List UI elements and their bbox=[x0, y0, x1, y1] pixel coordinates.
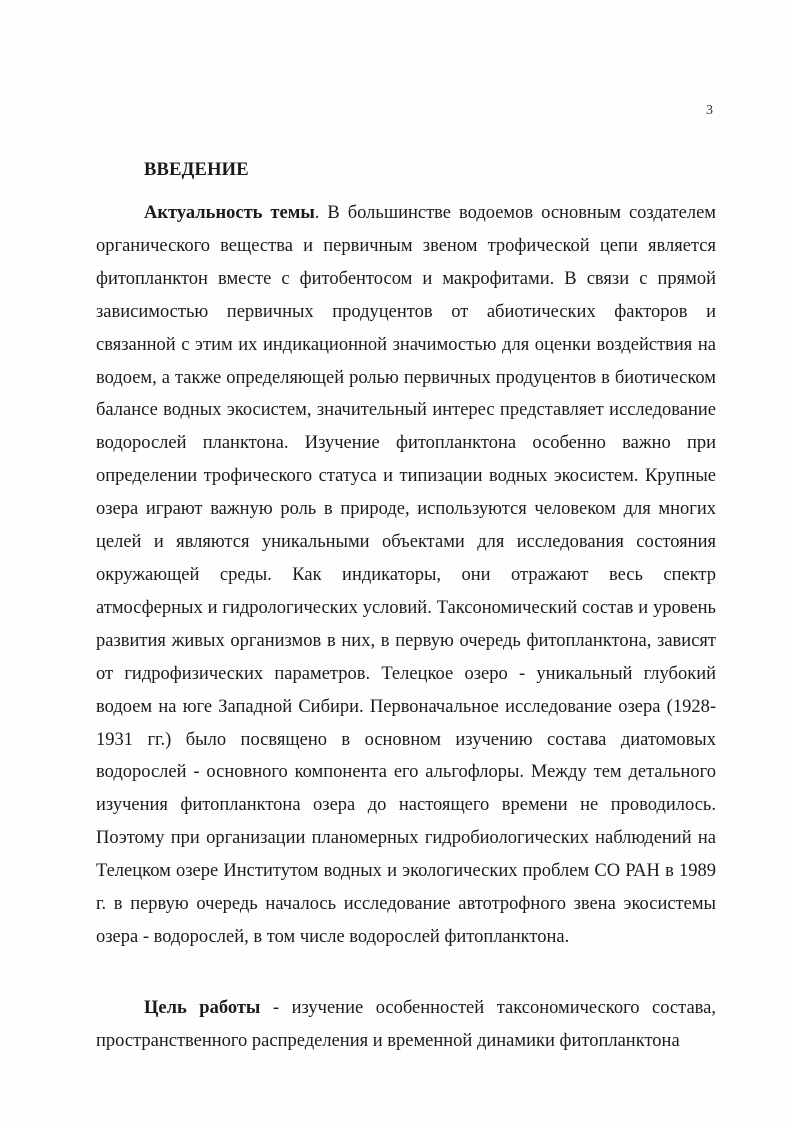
section-heading: ВВЕДЕНИЕ bbox=[144, 160, 249, 180]
paragraph-body-goal: - изучение особенностей таксономического состава, пространственного распределения и временной динамики фитопланктона bbox=[96, 998, 716, 1051]
paragraph-body-relevance: . В большинстве водоемов основным создателем органического вещества и первичным звеном трофической цепи является фитопланктон вместе с фитобентосом и макрофитами. В связи с прямой зависимостью первичных продуцентов от абиотических факторов и связанной с этим их индикационной значимостью для оценки воздействия на водоем, а также определяющей ролью первичных продуцентов в биотическом балансе водных экосистем, значительный интерес представляет исследование водорослей планктона. Изучение фитопланктона особенно важно при определении трофического статуса и типизации водных экосистем. Крупные озера играют важную роль в природе, используются человеком для многих целей и являются уникальными объектами для исследования состояния окружающей среды. Как индикаторы, они отражают весь спектр атмосферных и гидрологических условий. Таксономический состав и уровень развития живых организмов в них, в первую очередь фитопланктона, зависят от гидрофизических параметров. Телецкое озеро - уникальный глубокий водоем на юге Западной Сибири. Первоначальное исследование озера (1928-1931 гг.) было посвящено в основном изучению состава диатомовых водорослей - основного компонента его альгофлоры. Между тем детального изучения фитопланктона озера до настоящего времени не проводилось. Поэтому при организации планомерных гидробиологических наблюдений на Телецком озере Институтом водных и экологических проблем СО РАН в 1989 г. в первую очередь началось исследование автотрофного звена экосистемы озера - водорослей, в том числе водорослей фитопланктона. bbox=[96, 203, 716, 947]
page-number: 3 bbox=[706, 103, 713, 118]
paragraph-lead-goal: Цель работы bbox=[144, 998, 261, 1018]
paragraph-relevance bbox=[96, 197, 716, 954]
paragraph-lead-relevance: Актуальность темы bbox=[144, 203, 315, 223]
paragraph-goal bbox=[96, 992, 716, 1058]
